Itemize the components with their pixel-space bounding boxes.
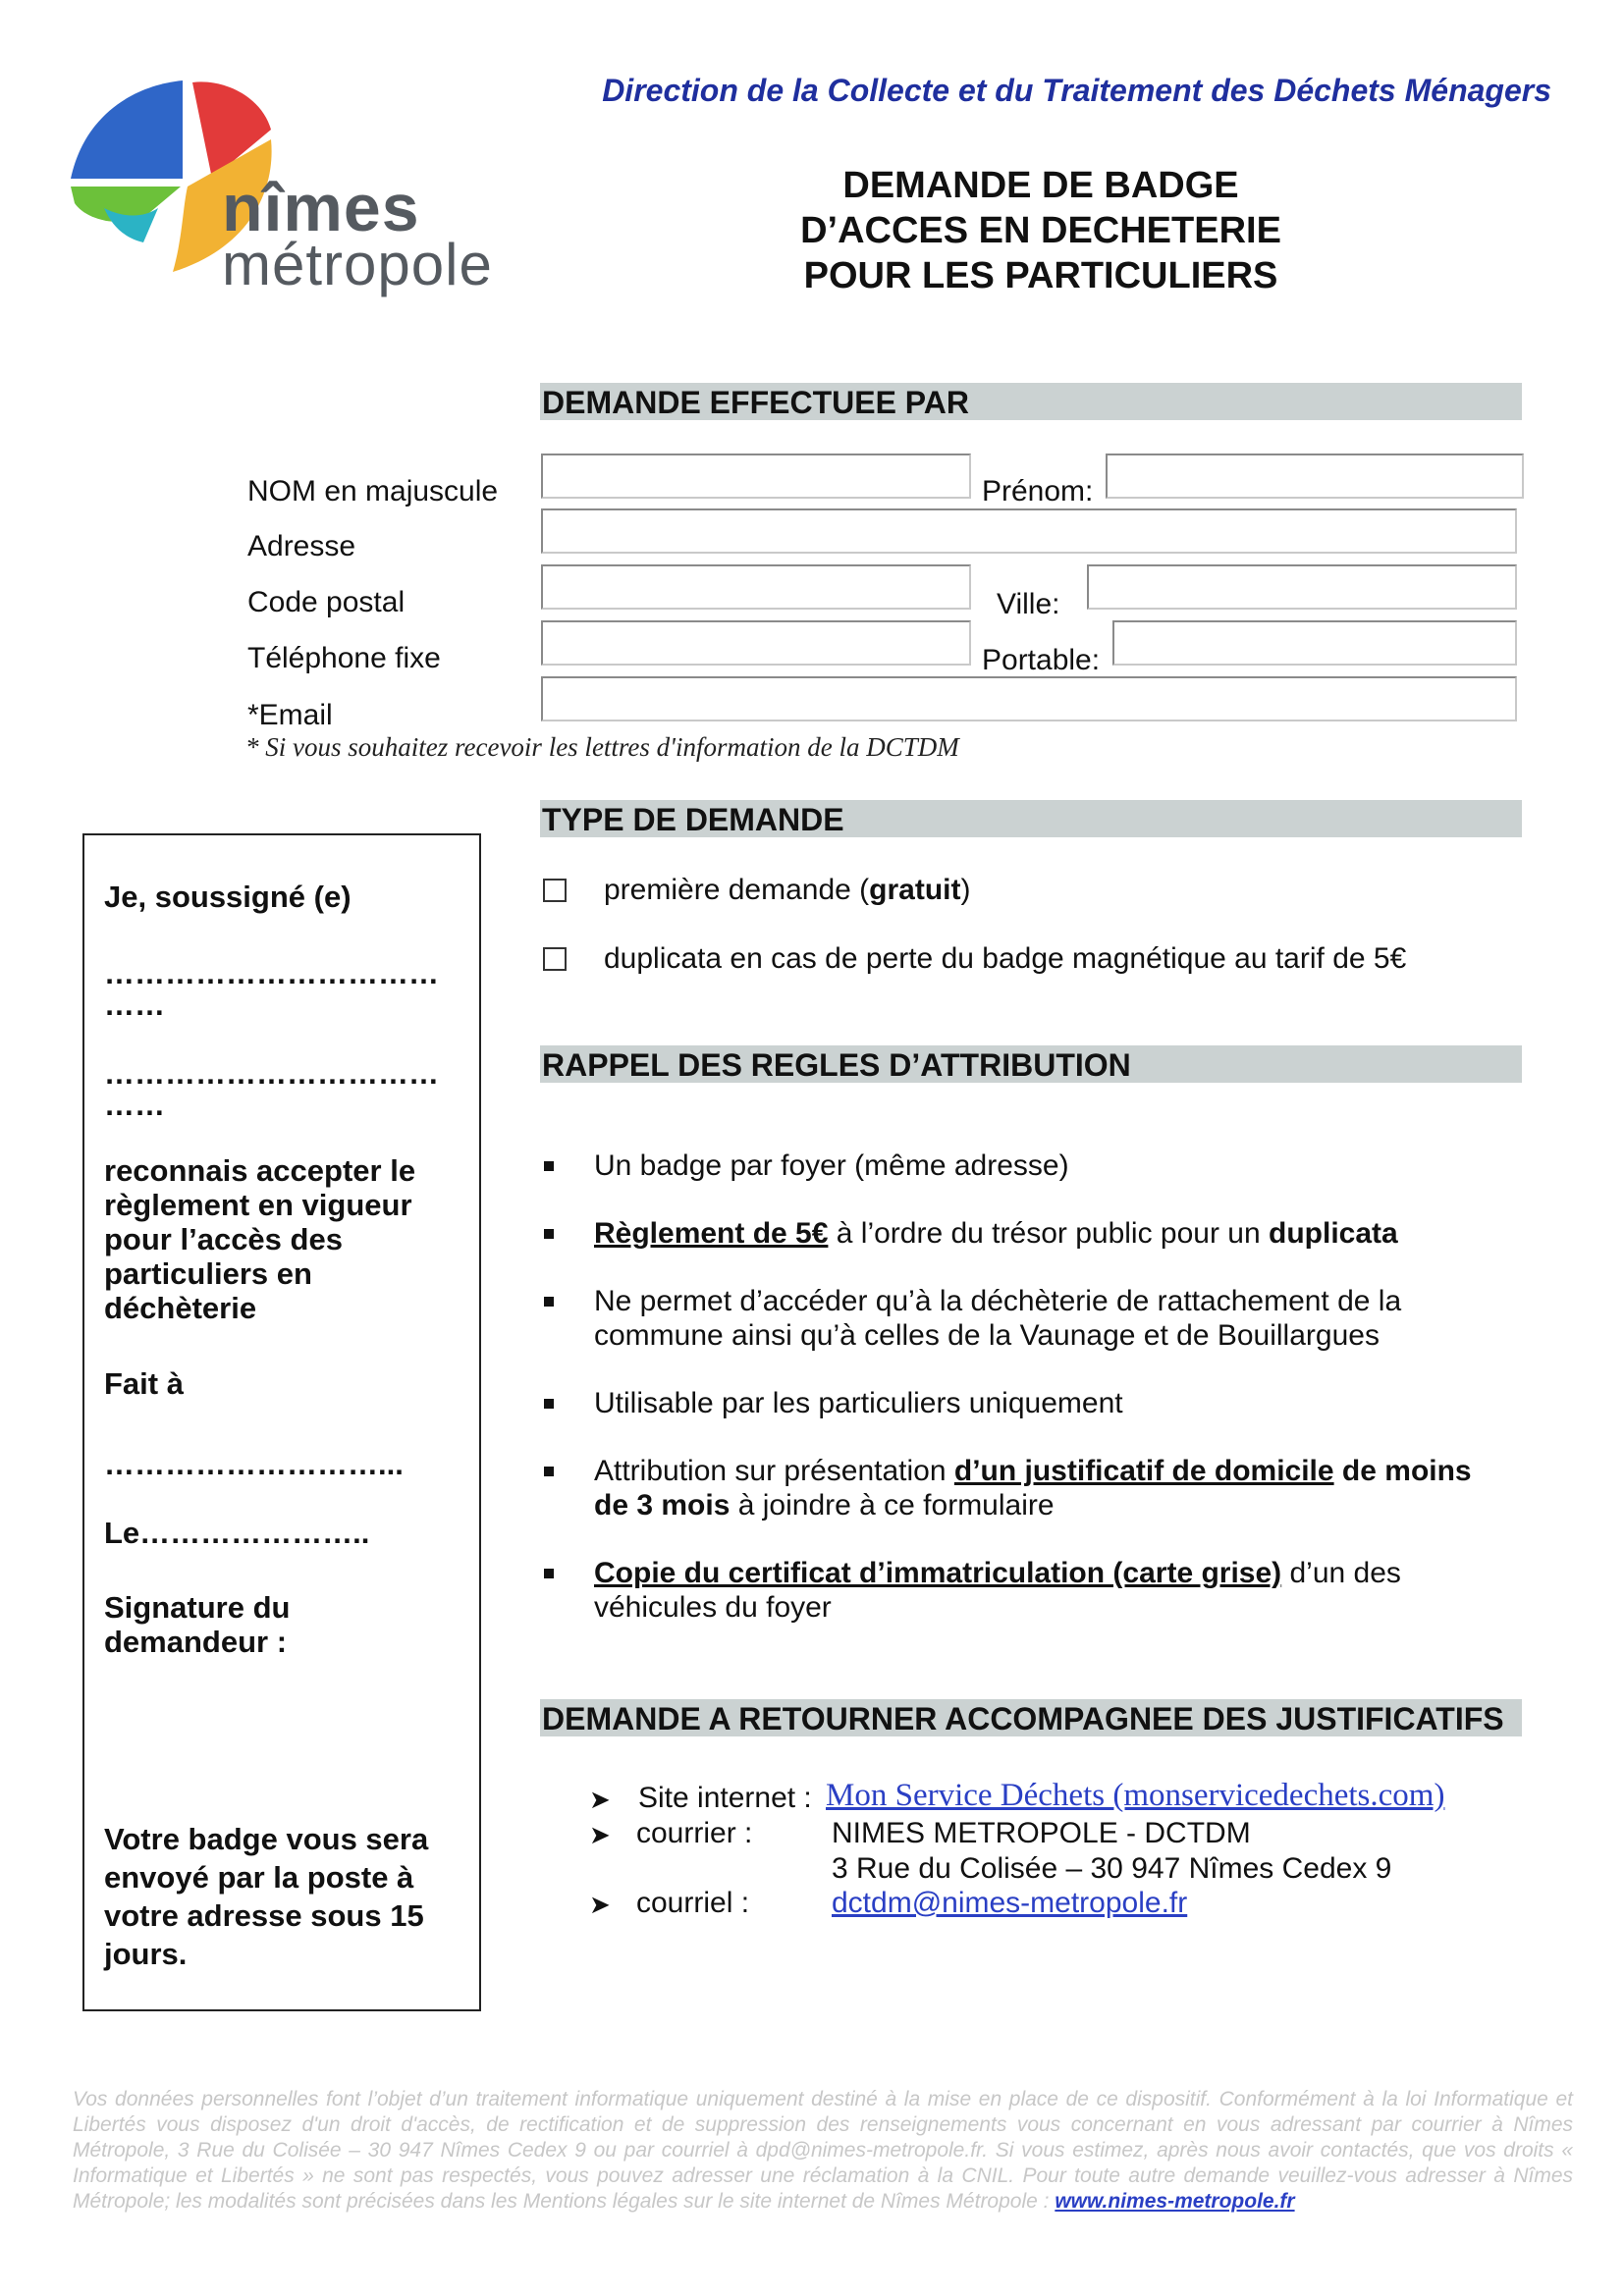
accept-line: règlement en vigueur	[104, 1188, 412, 1222]
section-heading: TYPE DE DEMANDE	[542, 802, 844, 837]
code-postal-label: Code postal	[247, 586, 406, 618]
date-label: Le…………………..	[104, 1516, 370, 1550]
title-line-1: DEMANDE DE BADGE	[842, 165, 1239, 206]
accept-line: particuliers en	[104, 1256, 312, 1291]
bullet-icon	[544, 1569, 554, 1578]
premiere-demande-checkbox[interactable]	[543, 879, 567, 902]
telephone-field[interactable]	[541, 620, 971, 666]
rule-payment: Règlement de 5€ à l’ordre du trésor public pour un duplicata	[594, 1217, 1398, 1250]
duplicata-option: duplicata en cas de perte du badge magnétique au tarif de 5€	[604, 942, 1407, 975]
adresse-label: Adresse	[247, 530, 356, 562]
badge-line: votre adresse sous 15	[104, 1898, 424, 1933]
title-line-2: D’ACCES EN DECHETERIE	[800, 210, 1281, 251]
section-header-type	[540, 800, 1522, 837]
accept-text	[104, 1153, 415, 1325]
telephone-label: Téléphone fixe	[247, 642, 441, 674]
rule-proof-of-address: Attribution sur présentation d’un justificatif de domicile de moins de 3 mois à joindre à ce formulaire	[594, 1455, 1472, 1522]
bullet-icon	[544, 1399, 554, 1409]
section-header-return	[540, 1699, 1522, 1736]
email-note: * Si vous souhaitez recevoir les lettres d'information de la DCTDM	[245, 732, 959, 762]
portable-field[interactable]	[1112, 620, 1517, 666]
arrow-right-icon: ➤	[589, 1890, 611, 1919]
name-dots-line-1: ……………………………	[104, 956, 439, 990]
arrow-right-icon: ➤	[589, 1785, 611, 1814]
section-header-requester	[540, 383, 1522, 420]
title-line-3: POUR LES PARTICULIERS	[803, 255, 1278, 296]
site-label: Site internet :	[638, 1782, 812, 1814]
section-heading: RAPPEL DES REGLES D’ATTRIBUTION	[542, 1047, 1131, 1083]
rule-access: Ne permet d’accéder qu’à la déchèterie de rattachement de la commune ainsi qu’à celles de la Vaunage et de Bouillargues	[594, 1285, 1402, 1352]
rule-individuals: Utilisable par les particuliers uniquement	[594, 1387, 1123, 1419]
bullet-icon	[544, 1467, 554, 1476]
fait-a-label: Fait à	[104, 1366, 184, 1401]
signature-label	[104, 1590, 290, 1659]
portable-label: Portable:	[982, 644, 1101, 676]
nimes-metropole-logo	[65, 71, 526, 306]
bullet-icon	[544, 1229, 554, 1239]
courrier-label: courrier :	[636, 1817, 753, 1849]
prenom-label: Prénom:	[982, 475, 1094, 507]
fait-a-dots: ………………………...	[104, 1447, 404, 1481]
badge-delivery-text	[104, 1820, 428, 1973]
ville-field[interactable]	[1087, 564, 1517, 610]
email-field[interactable]	[541, 676, 1517, 721]
signature-line: demandeur :	[104, 1625, 288, 1659]
name-dots-line-2: ……	[104, 988, 165, 1022]
site-link[interactable]: Mon Service Déchets (monservicedechets.com)	[826, 1778, 1445, 1813]
ville-label: Ville:	[997, 588, 1060, 620]
signature-line: Signature du	[104, 1590, 291, 1625]
bullet-icon	[544, 1161, 554, 1171]
section-heading: DEMANDE A RETOURNER ACCOMPAGNEE DES JUSTIFICATIFS	[542, 1701, 1504, 1736]
accept-line: pour l’accès des	[104, 1222, 343, 1256]
courrier-address-line-1: NIMES METROPOLE - DCTDM	[832, 1817, 1251, 1849]
section-heading: DEMANDE EFFECTUEE PAR	[542, 385, 969, 420]
soussigne-text: Je, soussigné (e)	[104, 880, 352, 914]
bullet-icon	[544, 1297, 554, 1307]
section-header-rules	[540, 1045, 1522, 1083]
courriel-label: courriel :	[636, 1887, 750, 1919]
logo-text-metropole: métropole	[222, 232, 493, 297]
code-postal-field[interactable]	[541, 564, 971, 610]
footer-website-link[interactable]: www.nimes-metropole.fr	[1055, 2190, 1295, 2213]
nom-label: NOM en majuscule	[247, 475, 499, 507]
logo-text-nimes: nîmes	[222, 171, 420, 245]
arrow-right-icon: ➤	[589, 1820, 611, 1849]
duplicata-checkbox[interactable]	[543, 947, 567, 971]
privacy-footer: Vos données personnelles font l’objet d’un traitement informatique uniquement destiné à la mise en place de ce dispositif. Conformément à la loi Informatique et Libertés vous disposez d'un droit d'accès, de rectification et de suppression des renseignements vous concernant en vous adressant par courrier à Nîmes Métropole, 3 Rue du Colisée – 30 947 Nîmes Cedex 9 ou par courriel à dpd@nimes-metropole.fr. Si vous estimez, après nous avoir contactés, que vos droits « Informatique et Libertés » ne sont pas respectés, vous pouvez adresser une réclamation à la CNIL. Pour toute autre demande veuillez-vous adresser à Nîmes Métropole; les modalités sont précisées dans les Mentions légales sur le site internet de Nîmes Métropole : www.nimes-metropole.fr	[73, 2088, 1573, 2213]
direction-title: Direction de la Collecte et du Traitement des Déchets Ménagers	[602, 73, 1551, 108]
accept-line: déchèterie	[104, 1291, 257, 1325]
email-label: *Email	[247, 699, 333, 731]
accept-line: reconnais accepter le	[104, 1153, 416, 1188]
page-title	[746, 163, 1335, 298]
premiere-demande-option: première demande (gratuit)	[604, 874, 971, 906]
badge-line: envoyé par la poste à	[104, 1860, 414, 1895]
address-dots-line-2: ……	[104, 1088, 165, 1122]
rule-registration-copy: Copie du certificat d’immatriculation (carte grise) d’un des véhicules du foyer	[594, 1557, 1401, 1624]
badge-line: Votre badge vous sera	[104, 1822, 429, 1856]
courriel-link[interactable]: dctdm@nimes-metropole.fr	[832, 1887, 1188, 1919]
nom-field[interactable]	[541, 454, 971, 499]
prenom-field[interactable]	[1106, 454, 1524, 499]
rule-one-badge: Un badge par foyer (même adresse)	[594, 1149, 1069, 1182]
courrier-address-line-2: 3 Rue du Colisée – 30 947 Nîmes Cedex 9	[832, 1852, 1392, 1885]
badge-line: jours.	[104, 1937, 188, 1971]
address-dots-line-1: ……………………………	[104, 1056, 439, 1091]
adresse-field[interactable]	[541, 508, 1517, 554]
